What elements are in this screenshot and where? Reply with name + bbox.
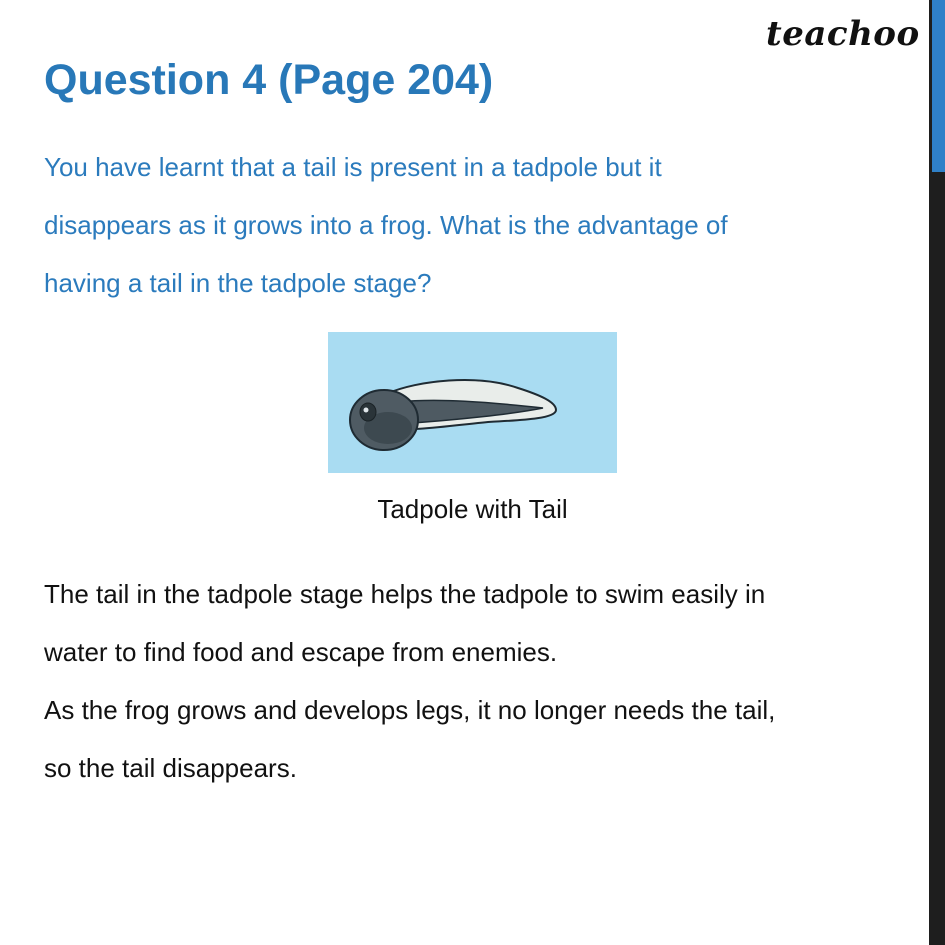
tadpole-image <box>328 332 617 473</box>
question-text <box>44 138 904 312</box>
page-title: Question 4 (Page 204) <box>44 56 494 104</box>
question-line: You have learnt that a tail is present in a tadpole but it <box>44 152 662 182</box>
answer-line: so the tail disappears. <box>44 753 297 783</box>
answer-line: As the frog grows and develops legs, it no longer needs the tail, <box>44 695 776 725</box>
answer-line: The tail in the tadpole stage helps the tadpole to swim easily in <box>44 579 766 609</box>
answer-line: water to find food and escape from enemies. <box>44 637 558 667</box>
scrollbar-thumb[interactable] <box>932 0 945 172</box>
scrollbar[interactable] <box>929 0 945 945</box>
question-line: disappears as it grows into a frog. What is the advantage of <box>44 210 728 240</box>
tadpole-illustration <box>328 332 617 473</box>
brand-logo: teachoo <box>766 14 920 54</box>
answer-text <box>44 565 904 797</box>
question-line: having a tail in the tadpole stage? <box>44 268 432 298</box>
figure-caption: Tadpole with Tail <box>377 494 568 524</box>
